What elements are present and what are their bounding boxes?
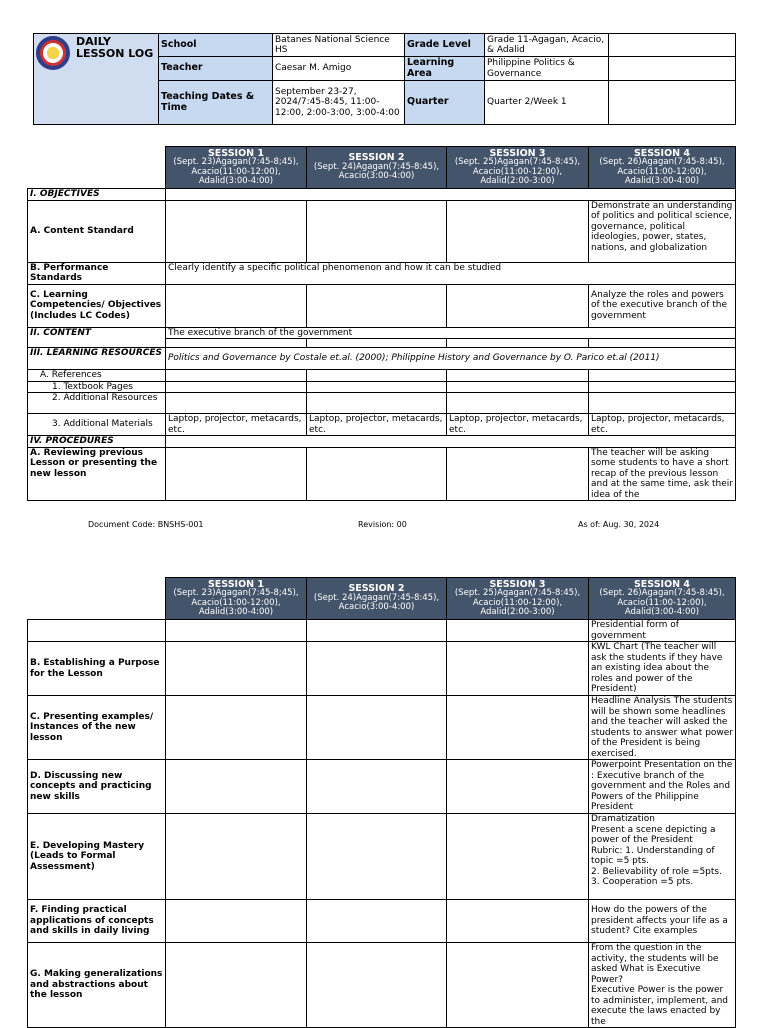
mastery-label: E. Developing Mastery (Leads to Formal Assessment) [28, 814, 166, 900]
content-standard-s1 [166, 200, 307, 262]
discussing-s1 [166, 760, 307, 814]
session-1-header [166, 147, 307, 189]
competencies-s2 [307, 284, 447, 327]
corner-blank-p2 [28, 578, 166, 620]
establishing-s3 [447, 642, 589, 696]
session-4-title-p2: SESSION 4 [633, 578, 691, 590]
generalizations-s4-line2: Executive Power is the power to administer, implement, and execute the laws enacted by the [591, 985, 728, 1027]
additional-materials-s3: Laptop, projector, metacards, etc. [447, 414, 589, 436]
reviewing-s1 [166, 447, 307, 501]
session-2-detail-p2: (Sept. 24)Agagan(7:45-8:45), Acacio(3:00-4:00) [313, 592, 440, 613]
mastery-s4 [589, 814, 736, 900]
presenting-label: C. Presenting examples/ Instances of the new lesson [28, 696, 166, 760]
session-4-header-p2 [589, 578, 736, 620]
session-1-header-p2 [166, 578, 307, 620]
content-s2-blank [307, 339, 447, 348]
header-empty-2 [609, 57, 736, 81]
dates-label: Teaching Dates & Time [159, 81, 273, 125]
content-heading: II. CONTENT [28, 327, 166, 348]
session-3-detail: (Sept. 25)Agagan(7:45-8:45), Acacio(11:00-12:00), Adalid(2:00-3:00) [454, 157, 581, 186]
textbook-s2 [307, 381, 447, 393]
content-standard-s2 [307, 200, 447, 262]
learning-resources-heading: III. LEARNING RESOURCES [28, 348, 166, 370]
establishing-label: B. Establishing a Purpose for the Lesson [28, 642, 166, 696]
content-s1-blank [166, 339, 307, 348]
corner-blank [28, 147, 166, 189]
reviewing-s4: The teacher will be asking some students to have a short recap of the previous lesson and at the same time, ask their idea of the [589, 447, 736, 501]
content-value: The executive branch of the government [166, 327, 736, 339]
objectives-blank [166, 189, 736, 201]
mastery-s1 [166, 814, 307, 900]
finding-s2 [307, 900, 447, 943]
content-standard-label: A. Content Standard [28, 200, 166, 262]
generalizations-s4-line1: From the question in the activity, the students will be asked What is Executive Power? [591, 943, 719, 985]
presenting-s2 [307, 696, 447, 760]
mastery-s2 [307, 814, 447, 900]
performance-standards-value: Clearly identify a specific political phenomenon and how it can be studied [166, 262, 736, 284]
session-3-header [447, 147, 589, 189]
establishing-s4: KWL Chart (The teacher will ask the students if they have an existing idea about the roles and power of the President) [589, 642, 736, 696]
logo-cell [34, 34, 159, 125]
textbook-pages-label: 1. Textbook Pages [28, 381, 166, 393]
content-s4-blank [589, 339, 736, 348]
references-s1 [166, 370, 307, 382]
carry-s4: Presidential form of government [589, 620, 736, 642]
establishing-s1 [166, 642, 307, 696]
competencies-s1 [166, 284, 307, 327]
finding-s4: How do the powers of the president affects your life as a student? Cite examples [589, 900, 736, 943]
additional-resources-s4 [589, 393, 736, 414]
performance-standards-label: B. Performance Standards [28, 262, 166, 284]
lesson-table-page2 [27, 577, 736, 1028]
references-s3 [447, 370, 589, 382]
textbook-s4 [589, 381, 736, 393]
mastery-s4-line5: 3. Cooperation =5 pts. [591, 877, 694, 887]
additional-resources-s3 [447, 393, 589, 414]
finding-s1 [166, 900, 307, 943]
discussing-s3 [447, 760, 589, 814]
dates-value: September 23-27, 2024/7:45-8:45, 11:00-12:00, 2:00-3:00, 3:00-4:00 [273, 81, 405, 125]
establishing-s2 [307, 642, 447, 696]
quarter-value: Quarter 2/Week 1 [485, 81, 609, 125]
session-4-detail: (Sept. 26)Agagan(7:45-8:45), Acacio(11:00-12:00), Adalid(3:00-4:00) [599, 157, 725, 186]
competencies-label: C. Learning Competencies/ Objectives (Includes LC Codes) [28, 284, 166, 327]
finding-label: F. Finding practical applications of concepts and skills in daily living [28, 900, 166, 943]
learning-resources-value: Politics and Governance by Costale et.al. (2000); Philippine History and Governance by O. Parico et.al (2011) [166, 348, 736, 370]
discussing-label: D. Discussing new concepts and practicing new skills [28, 760, 166, 814]
content-s3-blank [447, 339, 589, 348]
school-value: Batanes National Science HS [273, 34, 405, 57]
references-label: A. References [28, 370, 166, 382]
procedures-heading: IV. PROCEDURES [28, 436, 166, 448]
additional-resources-s1 [166, 393, 307, 414]
mastery-s4-line3: Rubric: 1. Understanding of topic =5 pts. [591, 845, 715, 866]
session-2-title: SESSION 2 [348, 152, 405, 164]
session-2-header [307, 147, 447, 189]
content-standard-s3 [447, 200, 589, 262]
finding-s3 [447, 900, 589, 943]
reviewing-s2 [307, 447, 447, 501]
school-label: School [159, 34, 273, 57]
additional-materials-label: 3. Additional Materials [28, 414, 166, 436]
session-1-title-p2: SESSION 1 [207, 578, 265, 590]
procedures-blank [166, 436, 736, 448]
grade-level-label: Grade Level [405, 34, 485, 57]
quarter-label: Quarter [405, 81, 485, 125]
discussing-s2 [307, 760, 447, 814]
document-code: Document Code: BNSHS-001 [88, 520, 204, 529]
lesson-table-page1 [27, 146, 736, 501]
additional-resources-s2 [307, 393, 447, 414]
log-title [76, 36, 153, 60]
content-standard-s4: Demonstrate an understanding of politics and political science, governance, political ideologies, power, states, nations, and globalization [589, 200, 736, 262]
competencies-s4: Analyze the roles and powers of the executive branch of the government [589, 284, 736, 327]
header-empty-1 [609, 34, 736, 57]
references-s4 [589, 370, 736, 382]
generalizations-s1 [166, 943, 307, 1028]
session-4-detail-p2: (Sept. 26)Agagan(7:45-8:45), Acacio(11:00-12:00), Adalid(3:00-4:00) [599, 588, 725, 617]
textbook-s3 [447, 381, 589, 393]
reviewing-s3 [447, 447, 589, 501]
session-2-title-p2: SESSION 2 [348, 583, 405, 595]
generalizations-s3 [447, 943, 589, 1028]
mastery-s4-line1: Dramatization [591, 814, 655, 824]
session-3-header-p2 [447, 578, 589, 620]
references-s2 [307, 370, 447, 382]
presenting-s4: Headline Analysis The students will be shown some headlines and the teacher will asked the students to answer what power of the President is being exercised. [589, 696, 736, 760]
mastery-s4-line4: 2. Believability of role =5pts. [591, 866, 722, 877]
session-4-title: SESSION 4 [633, 147, 691, 159]
carry-s1 [166, 620, 307, 642]
as-of-date: As of: Aug. 30, 2024 [578, 520, 660, 529]
mastery-s4-line2: Present a scene depicting a power of the President [591, 824, 716, 845]
session-3-title: SESSION 3 [489, 147, 546, 159]
session-3-title-p2: SESSION 3 [489, 578, 546, 590]
header-table [33, 33, 736, 125]
carry-label-blank [28, 620, 166, 642]
deped-seal-icon [36, 36, 70, 70]
session-3-detail-p2: (Sept. 25)Agagan(7:45-8:45), Acacio(11:00-12:00), Adalid(2:00-3:00) [454, 588, 581, 617]
additional-materials-s2: Laptop, projector, metacards, etc. [307, 414, 447, 436]
objectives-heading: I. OBJECTIVES [28, 189, 166, 201]
session-1-title: SESSION 1 [207, 147, 265, 159]
carry-s3 [447, 620, 589, 642]
competencies-s3 [447, 284, 589, 327]
session-4-header [589, 147, 736, 189]
generalizations-label: G. Making generalizations and abstractions about the lesson [28, 943, 166, 1028]
learning-area-value: Philippine Politics & Governance [485, 57, 609, 81]
presenting-s1 [166, 696, 307, 760]
presenting-s3 [447, 696, 589, 760]
reviewing-label: A. Reviewing previous Lesson or presenting the new lesson [28, 447, 166, 501]
log-title-line2: LESSON LOG [76, 47, 154, 60]
carry-s2 [307, 620, 447, 642]
session-2-header-p2 [307, 578, 447, 620]
teacher-value: Caesar M. Amigo [273, 57, 405, 81]
session-2-detail: (Sept. 24)Agagan(7:45-8:45), Acacio(3:00-4:00) [313, 161, 440, 182]
revision: Revision: 00 [358, 520, 407, 529]
textbook-s1 [166, 381, 307, 393]
generalizations-s4 [589, 943, 736, 1028]
learning-area-label: Learning Area [405, 57, 485, 81]
log-title-line1: DAILY [76, 35, 111, 48]
additional-materials-s4: Laptop, projector, metacards, etc. [589, 414, 736, 436]
mastery-s3 [447, 814, 589, 900]
header-empty-3 [609, 81, 736, 125]
generalizations-s2 [307, 943, 447, 1028]
session-1-detail-p2: (Sept. 23)Agagan(7:45-8;45), Acacio(11:00-12:00), Adalid(3:00-4:00) [173, 588, 299, 617]
grade-level-value: Grade 11-Agagan, Acacio, & Adalid [485, 34, 609, 57]
additional-resources-label: 2. Additional Resources [28, 393, 166, 414]
additional-materials-s1: Laptop, projector, metacards, etc. [166, 414, 307, 436]
discussing-s4: Powerpoint Presentation on the : Executive branch of the government and the Roles and Powers of the Philippine President [589, 760, 736, 814]
teacher-label: Teacher [159, 57, 273, 81]
session-1-detail: (Sept. 23)Agagan(7:45-8;45), Acacio(11:00-12:00), Adalid(3:00-4:00) [173, 157, 299, 186]
